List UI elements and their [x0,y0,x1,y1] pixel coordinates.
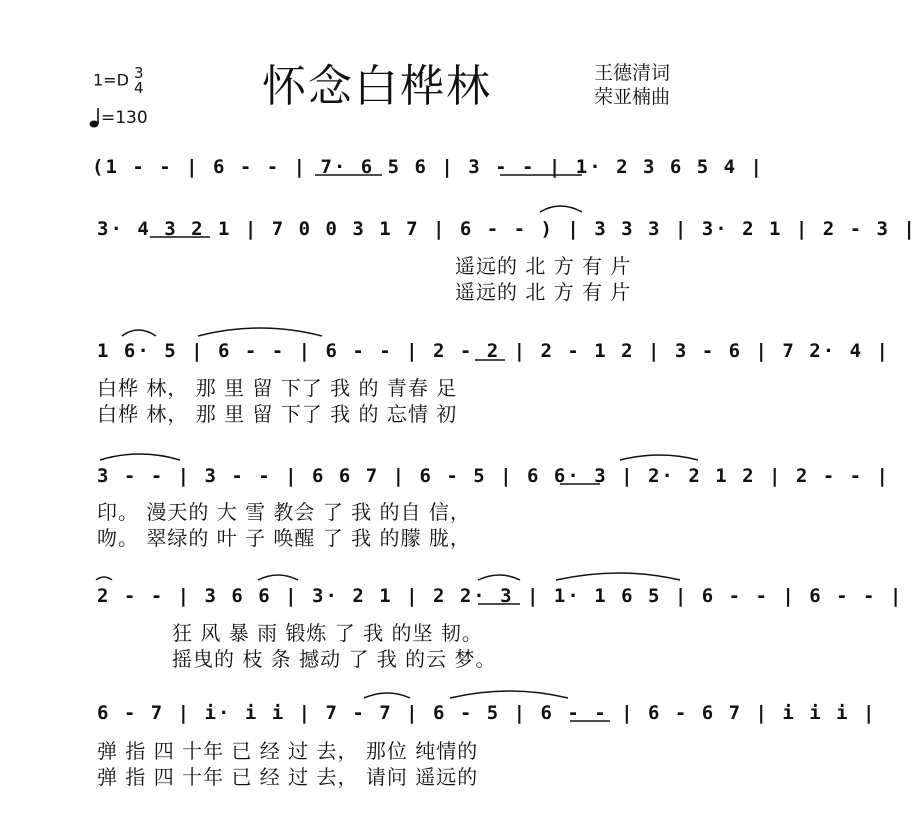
lyricist-credit: 王德清词 [594,62,671,84]
notation-row-4: 3 - - | 3 - - | 6 6 7 | 6 - 5 | 6 6· 3 | 2· 2 1 2 | 2 - - | [97,465,890,487]
time-denominator: 4 [134,79,144,97]
lyric-line-4b: 吻。 翠绿的 叶 子 唤醒 了 我 的朦 胧， [97,526,471,550]
tie-row3-a [122,330,156,336]
notation-row-5: 2 - - | 3 6 6 | 3· 2 1 | 2 2· 3 | 1· 1 6 5 | 6 - - | 6 - - | [97,585,904,607]
tie-row5-b [258,575,298,580]
tie-row5-c [478,575,520,580]
tie-row6-a [364,693,410,698]
tie-row6-b [450,691,568,698]
tie-row4-b [620,455,698,460]
notation-row-2: 3· 4 3 2 1 | 7 0 0 3 1 7 | 6 - - ) | 3 3 3 | 3· 2 1 | 2 - 3 | [97,218,917,240]
tie-row3-b [198,328,322,336]
key-label: 1=D [93,70,129,90]
lyric-line-2a: 遥远的 北 方 有 片 [455,254,632,278]
song-title: 怀念白桦林 [262,61,492,112]
notation-row-1: (1 - - | 6 - - | 7· 6 5 6 | 3 - - | 1· 2 3 6 5 4 | [92,156,764,178]
tie-row5-d [556,573,680,580]
lyric-line-3a: 白桦 林， 那 里 留 下了 我 的 青春 足 [97,376,458,400]
notation-row-6: 6 - 7 | i· i i | 7 - 7 | 6 - 5 | 6 - - | 6 - 6 7 | i i i | [97,702,877,724]
tie-row5-a [96,577,112,580]
tie-row2-a [540,206,582,212]
lyric-line-5a: 狂 风 暴 雨 锻炼 了 我 的坚 韧。 [172,621,483,645]
lyric-line-4a: 印。 漫天的 大 雪 教会 了 我 的自 信， [97,500,471,524]
tie-row4-a [100,454,180,460]
composer-credit: 荣亚楠曲 [594,86,671,108]
lyric-line-2b: 遥远的 北 方 有 片 [455,280,632,304]
lyric-line-6b: 弹 指 四 十年 已 经 过 去， 请问 遥远的 [97,765,479,789]
time-numerator: 3 [134,64,144,82]
lyric-line-5b: 摇曳的 枝 条 撼动 了 我 的云 梦。 [172,647,497,671]
tempo-value: =130 [101,108,148,128]
lyric-line-6a: 弹 指 四 十年 已 经 过 去， 那位 纯情的 [97,739,479,763]
notation-row-3: 1 6· 5 | 6 - - | 6 - - | 2 - 2 | 2 - 1 2 | 3 - 6 | 7 2· 4 | [97,340,890,362]
lyric-line-3b: 白桦 林， 那 里 留 下了 我 的 忘情 初 [97,402,458,426]
